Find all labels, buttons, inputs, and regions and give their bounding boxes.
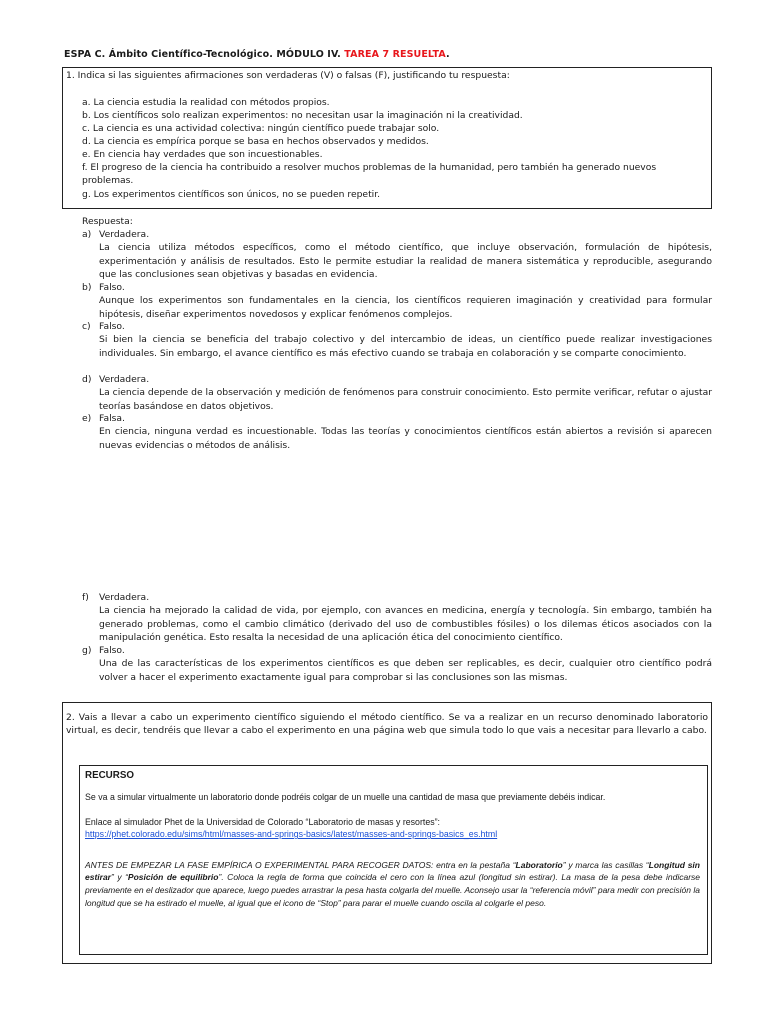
answer-e-label: e) [82,413,92,424]
answer-g-label: g) [82,645,92,656]
header-title: ESPA C. Ámbito Científico-Tecnológico. MÓDULO IV. [64,49,341,60]
resource-content [85,769,700,909]
question-2-prompt: 2. Vais a llevar a cabo un experimento científico siguiendo el método científico. Se va a realizar en un recurso denominado laboratorio virtual, es decir, tendréis que llevar a cabo el experimento en una página web que simula todo lo que vais a necesitar para llevarlo a cabo. [66,712,708,737]
answer-c-verdict: Falso. [99,321,125,332]
simulator-link[interactable]: https://phet.colorado.edu/sims/html/masses-and-springs-basics/latest/masses-and-springs-basics_es.html [85,829,498,840]
instr-bold-posicion: Posición de equilibrio [127,872,219,883]
statement-c: c. La ciencia es una actividad colectiva: ningún científico puede trabajar solo. [82,123,440,134]
statement-e: e. En ciencia hay verdades que son incuestionables. [82,149,323,160]
answer-f-text: La ciencia ha mejorado la calidad de vida, por ejemplo, con avances en medicina, energía y tecnología. Sin embargo, también ha generado problemas, como el cambio climático (derivado del uso de combustibles fósiles) o los dilemas éticos asociados con la manipulación genética. Esto resalta la necesidad de una aplicación ética del conocimiento científico. [99,605,712,643]
answer-a-text: La ciencia utiliza métodos específicos, como el método científico, que incluye observación, formulación de hipótesis, experimentación y análisis de resultados. Esto le permite estudiar la realidad de manera sistemática y reproducible, asegurando que las conclusiones sean objetivas y basadas en evidencia. [99,242,712,280]
answer-a-label: a) [82,229,92,240]
instr-bold-longitud: Longitud sin estirar [85,859,700,883]
answer-a [99,228,712,281]
statement-a: a. La ciencia estudia la realidad con métodos propios. [82,97,330,108]
answer-e-verdict: Falsa. [99,413,125,424]
answer-a-verdict: Verdadera. [99,229,150,240]
answers-heading: Respuesta: [82,216,133,227]
resource-instructions [85,859,700,909]
instr-part-4: ”. Coloca la regla de forma que coincida el cero con la línea azul (longitud sin estirar). La masa de la pesa debe indicarse previamente en el deslizador que aparece, luego puedes arrastrar la pesa hasta colgarla del muelle. Aconsejo usar la “referencia móvil” para medir con precisión la longitud que se ha estirado el muelle, al igual que el icono de “Stop” para parar el muelle cuando oscila al colgarle el peso. [85,872,700,908]
answer-d-text: La ciencia depende de la observación y medición de fenómenos para construir conocimiento. Esto permite verificar, refutar o ajustar teorías basándose en datos objetivos. [99,387,712,412]
answer-b-verdict: Falso. [99,282,125,293]
answer-e-text: En ciencia, ninguna verdad es incuestionable. Todas las teorías y conocimientos científicos están abiertos a revisión si aparecen nuevas evidencias o métodos de análisis. [99,426,712,451]
resource-title: RECURSO [85,770,134,781]
answer-b-label: b) [82,282,92,293]
answer-f-label: f) [82,592,89,603]
answer-f [99,591,712,644]
resource-intro: Se va a simular virtualmente un laboratorio donde podréis colgar de un muelle una cantidad de masa que previamente debéis indicar. [85,792,606,802]
answer-g [99,644,712,684]
answer-b [99,281,712,321]
statement-b: b. Los científicos solo realizan experimentos: no necesitan usar la imaginación ni la creatividad. [82,110,523,121]
answer-f-verdict: Verdadera. [99,592,150,603]
question-1-prompt: 1. Indica si las siguientes afirmaciones son verdaderas (V) o falsas (F), justificando tu respuesta: [66,70,510,81]
instr-part-2: ” y marca las casillas “ [562,859,649,870]
answer-c-text: Si bien la ciencia se beneficia del trabajo colectivo y del intercambio de ideas, un científico puede realizar investigaciones individuales. Sin embargo, el avance científico es más efectivo cuando se trabaja en colaboración y se comparte conocimiento. [99,334,712,359]
answer-g-text: Una de las características de los experimentos científicos es que deben ser replicables, es decir, cualquier otro científico podrá volver a hacer el experimento exactamente igual para comprobar si las conclusiones son las mismas. [99,658,712,683]
answer-d [99,373,712,413]
answer-g-verdict: Falso. [99,645,125,656]
page-header [64,49,450,60]
instr-part-3: ” y “ [111,872,128,883]
answer-c [99,320,712,360]
answer-b-text: Aunque los experimentos son fundamentales en la ciencia, los científicos requieren imaginación y creatividad para formular hipótesis, diseñar experimentos novedosos y explicar fenómenos complejos. [99,295,712,320]
header-period: . [445,49,450,60]
answer-d-label: d) [82,374,92,385]
statement-f: f. El progreso de la ciencia ha contribuido a resolver muchos problemas de la humanidad, pero también ha generado nuevos problemas. [82,162,657,187]
resource-link-label: Enlace al simulador Phet de la Universidad de Colorado “Laboratorio de masas y resortes”: [85,816,440,827]
statement-d: d. La ciencia es empírica porque se basa en hechos observados y medidos. [82,136,429,147]
header-task-highlight: TAREA 7 RESUELTA [344,49,446,60]
answer-c-label: c) [82,321,91,332]
answer-e [99,412,712,452]
instr-part-1: ANTES DE EMPEZAR LA FASE EMPÍRICA O EXPERIMENTAL PARA RECOGER DATOS: entra en la pestaña “ [85,859,516,870]
statement-g: g. Los experimentos científicos son únicos, no se pueden repetir. [82,189,381,200]
instr-bold-laboratorio: Laboratorio [515,859,563,870]
answer-d-verdict: Verdadera. [99,374,150,385]
